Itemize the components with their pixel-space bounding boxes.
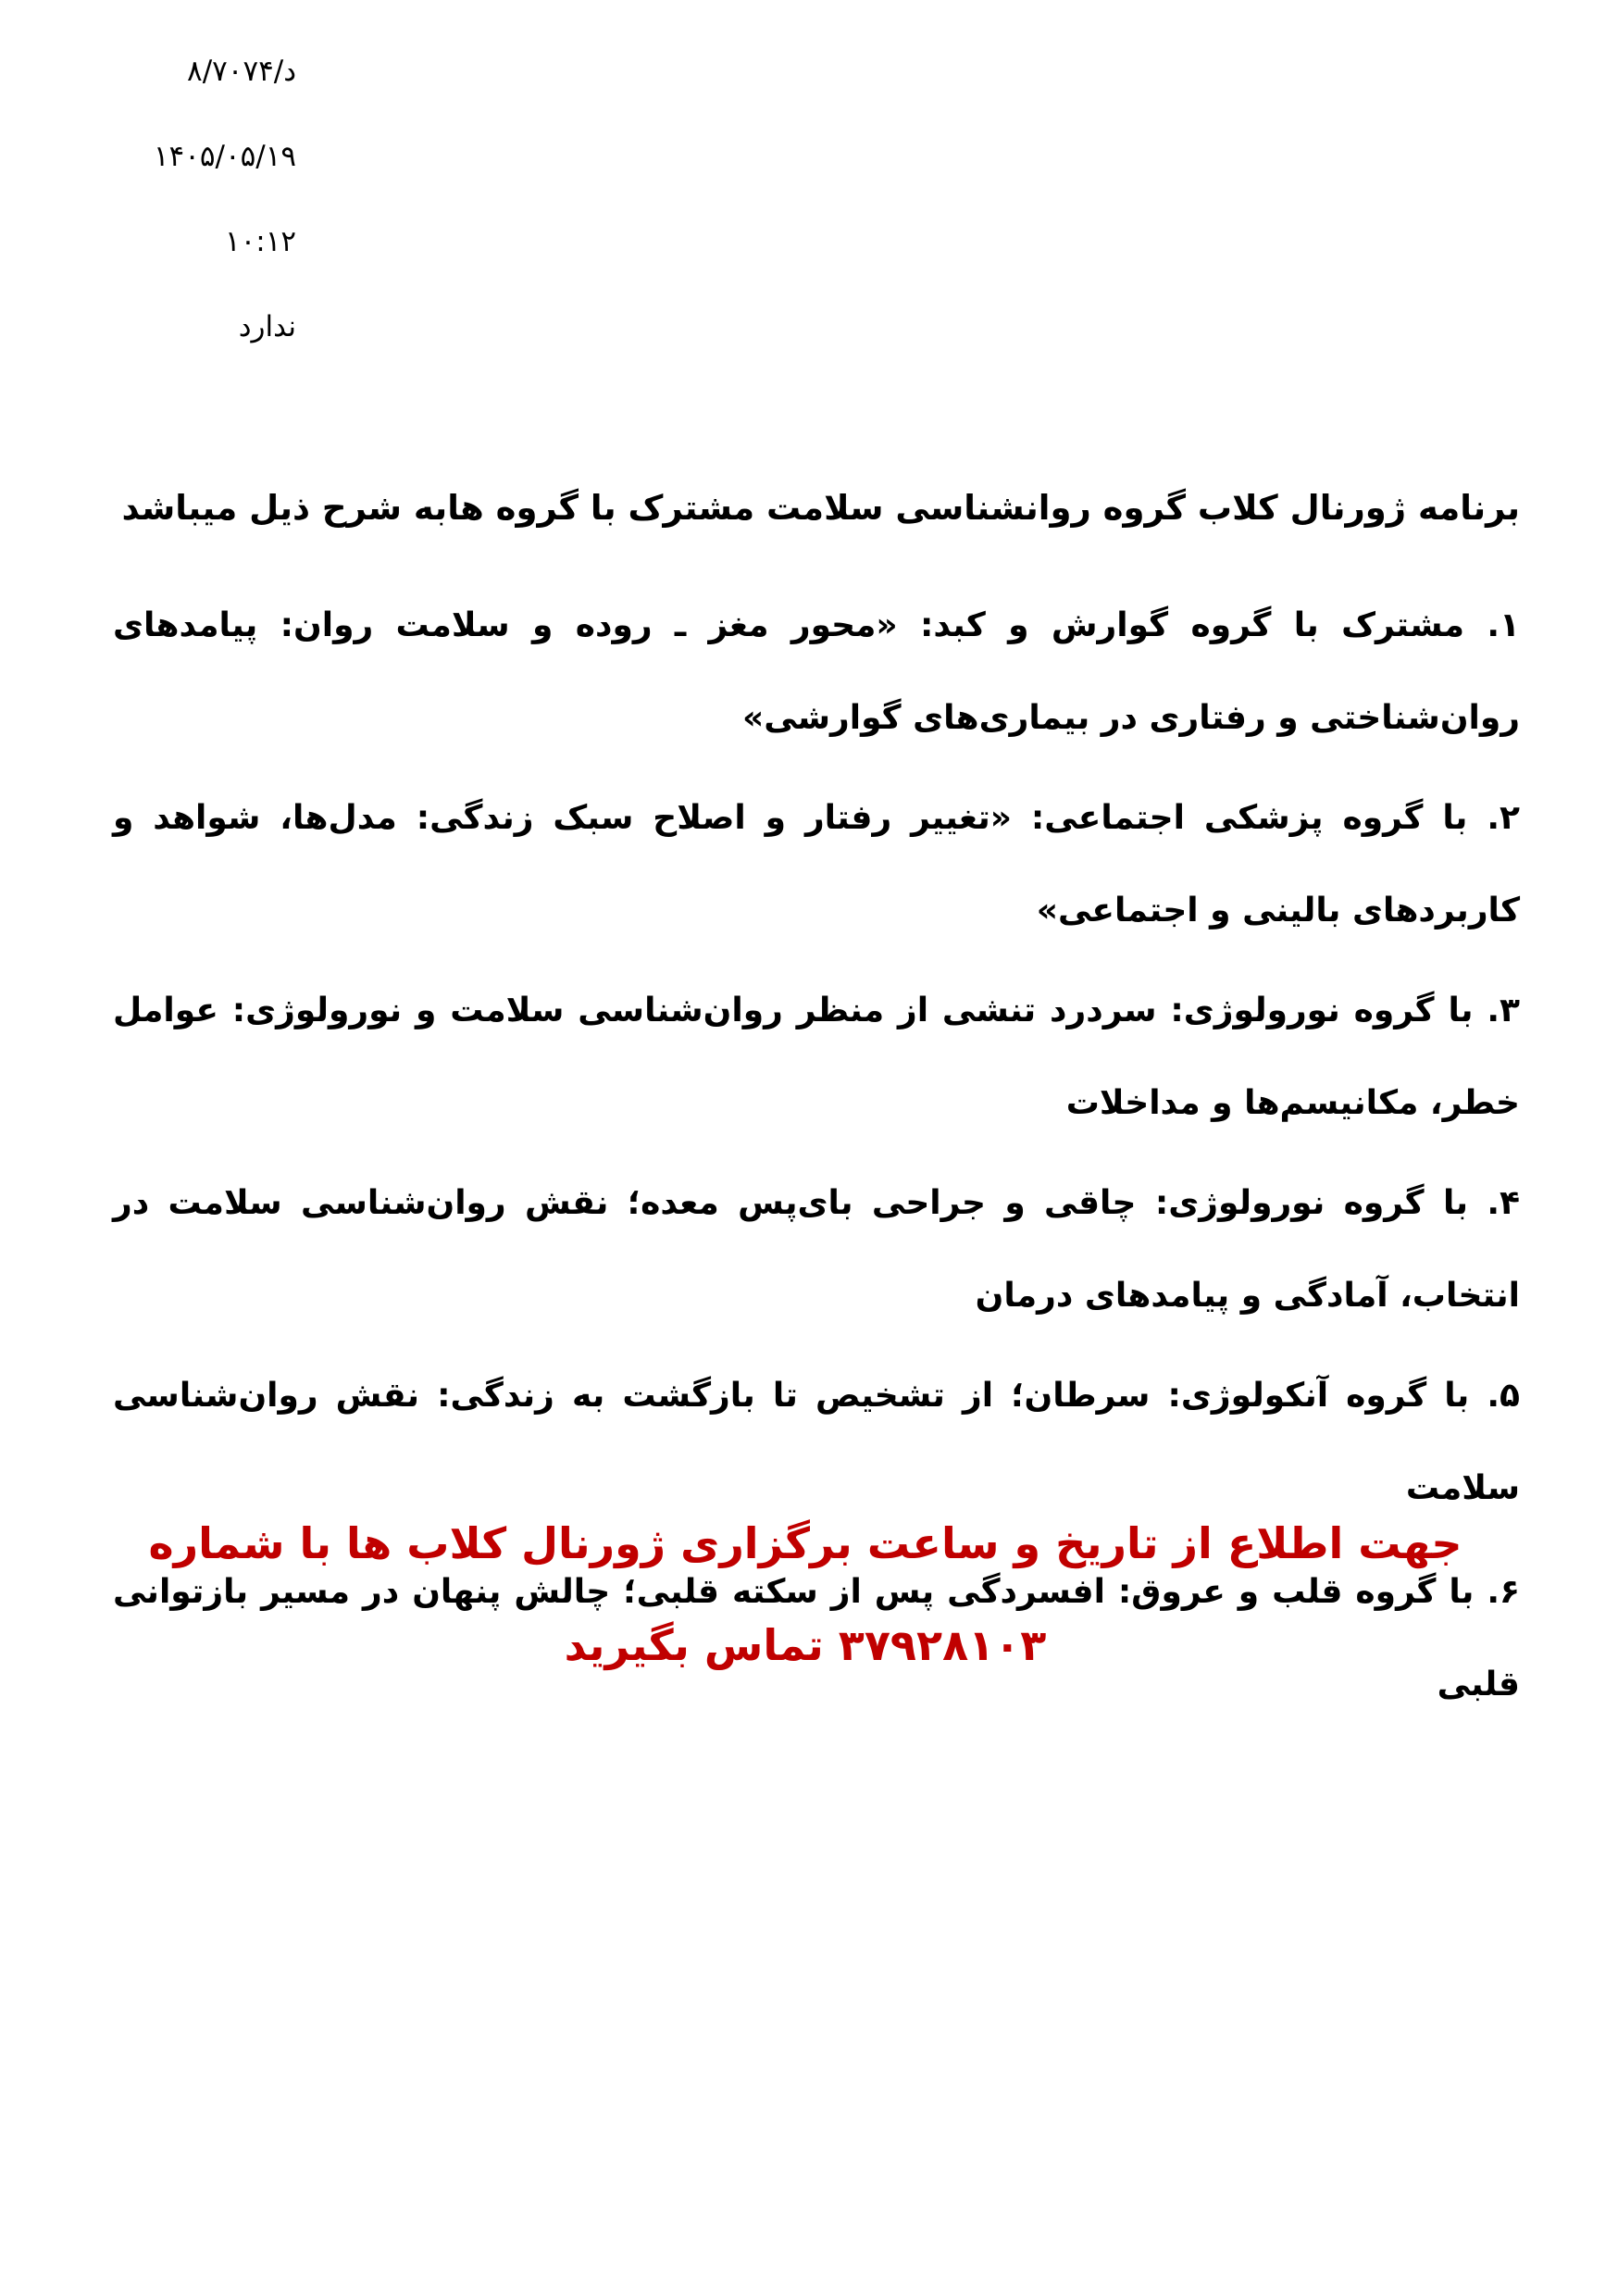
program-intro: برنامه ژورنال کلاب گروه روانشناسی سلامت مشترک با گروه هابه شرح ذیل میباشد	[121, 488, 1520, 528]
program-item-5: ۵. با گروه آنکولوژی: سرطان؛ از تشخیص تا بازگشت به زندگی: نقش روان‌شناسی سلامت	[113, 1377, 1520, 1507]
reference-number: د/۸/۷۰۷۴	[187, 55, 296, 88]
program-item-3: ۳. با گروه نورولوژی: سردرد تنشی از منظر روان‌شناسی سلامت و نورولوژی: عوامل خطر، مکانیسم‌ها و مداخلات	[113, 992, 1520, 1122]
program-item-1: ۱. مشترک با گروه گوارش و کبد: «محور مغز ـ روده و سلامت روان: پیامدهای روان‌شناختی و رفتاری در بیماری‌های گوارشی»	[113, 606, 1520, 737]
program-item-4: ۴. با گروه نورولوژی: چاقی و جراحی بای‌پس معده؛ نقش روان‌شناسی سلامت در انتخاب، آمادگی و پیامدهای درمان	[113, 1184, 1520, 1315]
contact-notice: جهت اطلاع از تاریخ و ساعت برگزاری ژورنال کلاب ها با شماره ۳۷۹۲۸۱۰۳ تماس بگیرید	[148, 1518, 1462, 1670]
letter-date: ۱۴۰۵/۰۵/۱۹	[153, 140, 296, 173]
letter-time: ۱۰:۱۲	[224, 225, 296, 258]
letter-meta	[111, 57, 296, 357]
program-item-2: ۲. با گروه پزشکی اجتماعی: «تغییر رفتار و اصلاح سبک زندگی: مدل‌ها، شواهد و کاربردهای بالینی و اجتماعی»	[113, 799, 1520, 930]
attachment-status: ندارد	[238, 310, 296, 343]
program-item-6: ۶. با گروه قلب و عروق: افسردگی پس از سکته قلبی؛ چالش پنهان در مسیر بازتوانی قلبی	[113, 1573, 1520, 1703]
